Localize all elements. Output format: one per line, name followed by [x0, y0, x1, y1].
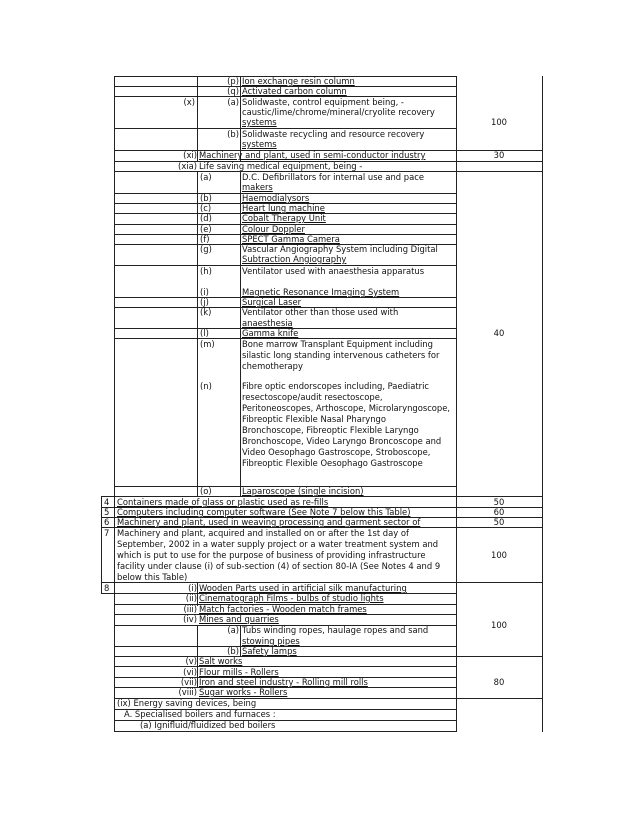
rate-value: 60: [493, 507, 505, 517]
item-text: Video Oesophago Gastroscope, Stroboscope,: [242, 447, 431, 457]
rate-value: 50: [493, 497, 505, 507]
item-text: caustic/lime/chrome/mineral/cryolite recovery: [242, 107, 435, 117]
item-label: (iii): [183, 604, 197, 614]
rate-value: 80: [493, 677, 505, 687]
item-text: Salt works: [199, 656, 243, 666]
item-text: silastic long standing intervenous catheters for: [242, 350, 440, 360]
item-text: September, 2002 in a water supply project or a water treatment system and: [117, 539, 439, 549]
item-label: (i): [188, 583, 197, 593]
item-text: Heart lung machine: [242, 203, 325, 213]
item-label: (d): [200, 213, 212, 223]
item-text: resectoscope/audit resectoscope,: [242, 392, 383, 402]
rule: [240, 172, 241, 496]
item-text: Sugar works - Rollers: [199, 687, 288, 697]
item-text: Cinematograph Films - bulbs of studio lights: [199, 593, 384, 603]
item-label: (iv): [183, 614, 197, 624]
item-text: Solidwaste recycling and resource recovery: [242, 129, 425, 139]
item-text: Activated carbon column: [242, 86, 347, 96]
item-label: (c): [200, 203, 212, 213]
item-text: Ventilator other than those used with: [242, 307, 399, 317]
item-label: (p): [227, 76, 239, 86]
row-number: 8: [104, 583, 110, 593]
item-label: (m): [200, 339, 215, 349]
item-label: (q): [227, 86, 239, 96]
item-text: chemotherapy: [242, 361, 303, 371]
rule: [114, 731, 456, 732]
item-text: Safety lamps: [242, 646, 297, 656]
item-text: Bone marrow Transplant Equipment including: [242, 339, 433, 349]
item-label: (b): [227, 646, 239, 656]
rule: [101, 496, 102, 593]
item-text: Machinery and plant, acquired and installed on or after the 1st day of: [117, 528, 409, 538]
item-text: Gamma knife: [242, 328, 299, 338]
item-label: (xi): [183, 150, 197, 160]
row-number: 5: [104, 507, 110, 517]
item-text: Computers including computer software (See Note 7 below this Table): [117, 507, 411, 517]
item-label: (o): [200, 486, 212, 496]
item-label: (h): [200, 266, 212, 276]
item-text: Magnetic Resonance Imaging System: [242, 287, 400, 297]
item-text: Ventilator used with anaesthesia apparatus: [242, 266, 425, 276]
item-roman: (x): [183, 97, 195, 107]
item-text: Containers made of glass or plastic used as re-fills: [117, 497, 329, 507]
item-label: (v): [185, 656, 197, 666]
item-text: Match factories - Wooden match frames: [199, 604, 367, 614]
item-label: (a): [227, 625, 239, 635]
item-text: Cobalt Therapy Unit: [242, 213, 326, 223]
item-text: SPECT Gamma Camera: [242, 234, 340, 244]
item-text: Life saving medical equipment, being -: [199, 161, 363, 171]
item-text: Solidwaste, control equipment being, -: [242, 97, 404, 107]
item-text: anaesthesia: [242, 318, 293, 328]
rule: [240, 625, 241, 657]
item-text: Tubs winding ropes, haulage ropes and sand: [242, 625, 429, 635]
rate-value: 100: [491, 117, 507, 127]
rate-value: 100: [491, 550, 507, 560]
item-label: (i): [200, 287, 209, 297]
item-label: (xia): [178, 161, 197, 171]
item-text: Fibreoptic Flexible Oesophago Gastroscope: [242, 458, 423, 468]
item-text: (a) Ignifluid/fluidized bed boilers: [140, 720, 276, 730]
item-label: (g): [200, 244, 212, 254]
item-text: systems: [242, 117, 277, 127]
item-text: facility under clause (i) of sub-section (4) of section 80-IA (See Notes 4 and 9: [117, 561, 441, 571]
item-text: Machinery and plant, used in semi-conductor industry: [199, 150, 426, 160]
item-text: systems: [242, 139, 277, 149]
item-text: Laparoscope (single incision): [242, 486, 364, 496]
item-label: (e): [200, 224, 212, 234]
item-text: Wooden Parts used in artificial silk manufacturing: [199, 583, 407, 593]
item-text: Mines and quarries: [199, 614, 279, 624]
item-text: Peritoneoscopes, Arthoscope, Microlaryngoscope,: [242, 403, 451, 413]
rate-value: 100: [491, 620, 507, 630]
rule: [197, 582, 198, 606]
item-text: Iron and steel industry - Rolling mill rolls: [199, 677, 368, 687]
item-label: (vi): [183, 667, 197, 677]
item-text: stowing pipes: [242, 636, 300, 646]
item-label: (k): [200, 307, 212, 317]
item-text: Ion exchange resin column: [242, 76, 355, 86]
item-text: D.C. Defibrillators for internal use and pace: [242, 172, 424, 182]
rate-value: 30: [493, 150, 505, 160]
item-label: (b): [200, 193, 212, 203]
rule: [114, 76, 115, 732]
item-label: (ii): [185, 593, 197, 603]
item-text: Fibre optic endorscopes including, Paediatric: [242, 381, 430, 391]
item-text: Surgical Laser: [242, 297, 302, 307]
item-text: (ix) Energy saving devices, being: [117, 698, 257, 708]
row-number: 6: [104, 517, 110, 527]
item-text: Bronchoscope, Video Laryngo Broncoscope and: [242, 436, 442, 446]
item-text: Vascular Angiography System including Digital: [242, 244, 438, 254]
item-label: (j): [200, 297, 209, 307]
rule: [197, 172, 198, 496]
item-text: Colour Doppler: [242, 224, 305, 234]
rate-value: 40: [493, 328, 505, 338]
item-label: (viii): [178, 687, 197, 697]
item-label: (vii): [180, 677, 197, 687]
row-number: 7: [104, 528, 110, 538]
item-label: (a): [200, 172, 212, 182]
item-label: (f): [200, 234, 210, 244]
rule: [456, 76, 457, 732]
item-text: Fibreoptic Flexible Nasal Pharyngo: [242, 414, 386, 424]
row-number: 4: [104, 497, 110, 507]
item-text: Flour mills - Rollers: [199, 667, 279, 677]
item-text: makers: [242, 182, 273, 192]
item-text: which is put to use for the purpose of business of providing infrastructure: [117, 550, 426, 560]
item-label: (l): [200, 328, 209, 338]
item-label: (b): [227, 129, 239, 139]
rule: [542, 76, 543, 732]
rate-value: 50: [493, 517, 505, 527]
item-label: (n): [200, 381, 212, 391]
item-text: Haemodialysors: [242, 193, 310, 203]
item-text: Machinery and plant, used in weaving processing and garment sector of: [117, 517, 421, 527]
item-text: Bronchoscope, Fibreoptic Flexible Laryngo: [242, 425, 419, 435]
item-text: A. Specialised boilers and furnaces :: [124, 709, 276, 719]
item-label: (a): [227, 97, 239, 107]
item-text: below this Table): [117, 572, 188, 582]
item-text: Subtraction Angiography: [242, 254, 347, 264]
